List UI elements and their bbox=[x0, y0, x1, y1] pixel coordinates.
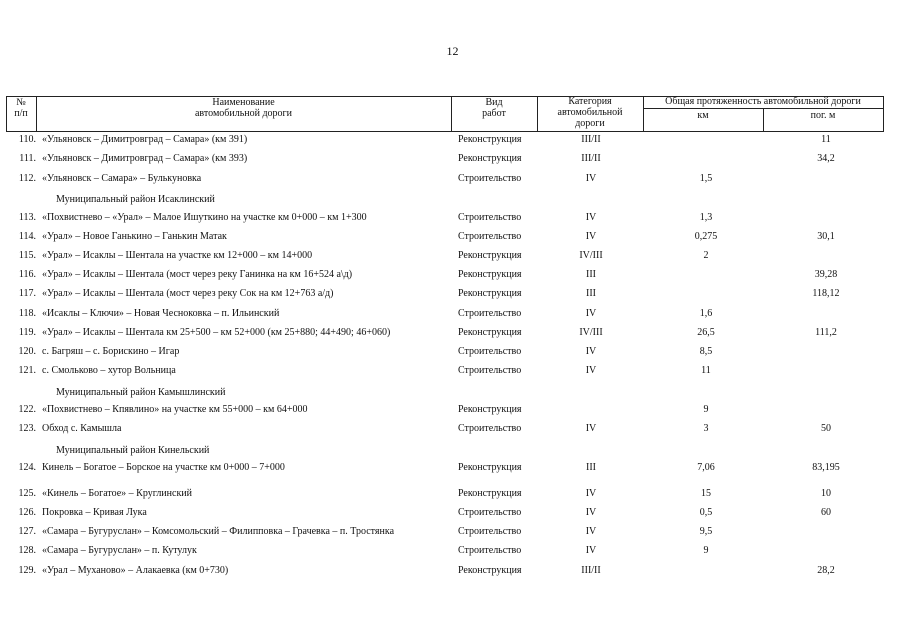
work-type: Строительство bbox=[458, 545, 522, 556]
road-name: «Урал» – Исаклы – Шентала на участке км 12+000 – км 14+000 bbox=[42, 250, 313, 261]
work-type: Реконструкция bbox=[458, 153, 522, 164]
work-type: Строительство bbox=[458, 173, 522, 184]
header-num-text: № п/п bbox=[14, 97, 28, 119]
length-pog-m: 111,2 bbox=[815, 327, 837, 338]
row-number: 123. bbox=[18, 423, 36, 434]
row-number: 127. bbox=[18, 526, 36, 537]
length-pog-m: 30,1 bbox=[817, 231, 835, 242]
header-work-text: Вид работ bbox=[482, 97, 506, 119]
table-row bbox=[6, 231, 883, 249]
length-km: 2 bbox=[703, 250, 709, 261]
work-type: Реконструкция bbox=[458, 288, 522, 299]
length-pog-m: 60 bbox=[821, 507, 831, 518]
length-pog-m: 83,195 bbox=[812, 462, 840, 473]
road-name: «Кинель – Богатое» – Круглинский bbox=[42, 488, 193, 499]
table-row bbox=[6, 153, 883, 171]
length-km: 0,275 bbox=[694, 231, 718, 242]
row-number: 125. bbox=[18, 488, 36, 499]
road-name: «Урал – Муханово» – Алакаевка (км 0+730) bbox=[42, 565, 229, 576]
header-km: км bbox=[697, 110, 709, 121]
work-type: Реконструкция bbox=[458, 462, 522, 473]
table-row bbox=[6, 565, 883, 583]
header-name-text: Наименование автомобильной дороги bbox=[194, 97, 293, 119]
road-category: IV bbox=[585, 507, 597, 518]
road-category: IV bbox=[585, 231, 597, 242]
table-row bbox=[6, 250, 883, 268]
road-name: Кинель – Богатое – Борское на участке км 0+000 – 7+000 bbox=[42, 462, 285, 473]
header-pog: пог. м bbox=[810, 110, 836, 121]
road-name: Обход с. Камышла bbox=[42, 423, 122, 434]
table-header bbox=[6, 96, 883, 132]
table-row bbox=[6, 404, 883, 422]
row-number: 118. bbox=[18, 308, 36, 319]
length-km: 11 bbox=[701, 365, 711, 376]
road-category: III bbox=[586, 269, 596, 280]
table-row bbox=[6, 526, 883, 544]
table-row bbox=[6, 346, 883, 364]
length-pog-m: 50 bbox=[821, 423, 831, 434]
work-type: Реконструкция bbox=[458, 327, 522, 338]
row-number: 119. bbox=[18, 327, 36, 338]
road-category: III bbox=[586, 462, 596, 473]
length-km: 26,5 bbox=[697, 327, 715, 338]
table-row bbox=[6, 212, 883, 230]
road-category: IV bbox=[585, 545, 597, 556]
length-km: 1,6 bbox=[699, 308, 713, 319]
road-name: «Урал» – Исаклы – Шентала (мост через реку Ганинка на км 16+524 а\д) bbox=[42, 269, 353, 280]
length-pog-m: 10 bbox=[821, 488, 831, 499]
work-type: Строительство bbox=[458, 346, 522, 357]
length-pog-m: 11 bbox=[821, 134, 831, 145]
table-row bbox=[6, 269, 883, 287]
table-row bbox=[6, 134, 883, 152]
road-category: IV bbox=[585, 526, 597, 537]
header-length: Общая протяженность автомобильной дороги bbox=[665, 96, 861, 107]
work-type: Строительство bbox=[458, 365, 522, 376]
road-name: «Урал» – Новое Ганькино – Ганькин Матак bbox=[42, 231, 227, 242]
work-type: Строительство bbox=[458, 423, 522, 434]
page-number: 12 bbox=[446, 44, 459, 58]
header-category-text: Категория автомобильной дороги bbox=[557, 96, 623, 129]
header-category bbox=[537, 96, 643, 129]
length-pog-m: 39,28 bbox=[814, 269, 838, 280]
work-type: Строительство bbox=[458, 308, 522, 319]
road-name: «Ульяновск – Димитровград – Самара» (км 393) bbox=[42, 153, 248, 164]
work-type: Строительство bbox=[458, 507, 522, 518]
work-type: Реконструкция bbox=[458, 269, 522, 280]
work-type: Строительство bbox=[458, 212, 522, 223]
road-category: IV bbox=[585, 173, 597, 184]
road-name: «Похвистнево – «Урал» – Малое Ишуткино на участке км 0+000 – км 1+300 bbox=[42, 212, 367, 223]
road-category: III bbox=[586, 288, 596, 299]
road-name: «Похвистнево – Кпявлино» на участке км 55+000 – км 64+000 bbox=[42, 404, 308, 415]
length-km: 1,5 bbox=[699, 173, 713, 184]
length-km: 3 bbox=[703, 423, 709, 434]
length-km: 9,5 bbox=[699, 526, 713, 537]
table-row bbox=[6, 423, 883, 441]
length-pog-m: 28,2 bbox=[817, 565, 835, 576]
table-row bbox=[6, 173, 883, 191]
row-number: 111. bbox=[19, 153, 36, 164]
road-name: «Урал» – Исаклы – Шентала (мост через реку Сок на км 12+763 а/д) bbox=[42, 288, 334, 299]
road-name: «Самара – Бугуруслан» – п. Кутулук bbox=[42, 545, 197, 556]
row-number: 116. bbox=[18, 269, 36, 280]
row-number: 121. bbox=[18, 365, 36, 376]
road-category: IV/III bbox=[579, 250, 603, 261]
road-name: «Урал» – Исаклы – Шентала км 25+500 – км 52+000 (км 25+880; 44+490; 46+060) bbox=[42, 327, 391, 338]
header-name bbox=[36, 97, 451, 119]
road-name: с. Багряш – с. Борискино – Игар bbox=[42, 346, 180, 357]
road-category: III/II bbox=[581, 565, 601, 576]
road-name: «Самара – Бугуруслан» – Комсомольский – Филипповка – Грачевка – п. Тростянка bbox=[42, 526, 395, 537]
road-name: «Ульяновск – Самара» – Булькуновка bbox=[42, 173, 202, 184]
road-category: IV bbox=[585, 488, 597, 499]
length-pog-m: 34,2 bbox=[817, 153, 835, 164]
subheading-kamyshlinsky: Муниципальный район Камышлинский bbox=[56, 387, 226, 398]
length-km: 8,5 bbox=[699, 346, 713, 357]
header-num bbox=[6, 97, 36, 119]
work-type: Строительство bbox=[458, 526, 522, 537]
length-km: 9 bbox=[703, 404, 709, 415]
row-number: 122. bbox=[18, 404, 36, 415]
row-number: 114. bbox=[18, 231, 36, 242]
road-name: «Исаклы – Ключи» – Новая Чесноковка – п. Ильинский bbox=[42, 308, 280, 319]
road-category: IV bbox=[585, 346, 597, 357]
road-category: III/II bbox=[581, 134, 601, 145]
road-name: с. Смольково – хутор Вольница bbox=[42, 365, 176, 376]
length-km: 9 bbox=[703, 545, 709, 556]
road-category: IV bbox=[585, 423, 597, 434]
row-number: 112. bbox=[18, 173, 36, 184]
subheading-kinelsky: Муниципальный район Кинельский bbox=[56, 445, 210, 456]
road-name: «Ульяновск – Димитровград – Самара» (км 391) bbox=[42, 134, 248, 145]
row-number: 129. bbox=[18, 565, 36, 576]
work-type: Реконструкция bbox=[458, 488, 522, 499]
road-category: III/II bbox=[581, 153, 601, 164]
row-number: 110. bbox=[18, 134, 36, 145]
row-number: 124. bbox=[18, 462, 36, 473]
length-km: 0,5 bbox=[699, 507, 713, 518]
table-row bbox=[6, 288, 883, 306]
road-category: IV/III bbox=[579, 327, 603, 338]
work-type: Реконструкция bbox=[458, 250, 522, 261]
length-pog-m: 118,12 bbox=[812, 288, 840, 299]
table-row bbox=[6, 545, 883, 563]
length-km: 1,3 bbox=[699, 212, 713, 223]
table-row bbox=[6, 327, 883, 345]
work-type: Реконструкция bbox=[458, 404, 522, 415]
road-category: IV bbox=[585, 308, 597, 319]
row-number: 115. bbox=[18, 250, 36, 261]
row-number: 117. bbox=[18, 288, 36, 299]
row-number: 128. bbox=[18, 545, 36, 556]
row-number: 126. bbox=[18, 507, 36, 518]
table-row bbox=[6, 488, 883, 506]
subheading-isaklinsky: Муниципальный район Исаклинский bbox=[56, 194, 215, 205]
work-type: Строительство bbox=[458, 231, 522, 242]
header-work bbox=[451, 97, 537, 119]
work-type: Реконструкция bbox=[458, 565, 522, 576]
table-row bbox=[6, 308, 883, 326]
road-category: IV bbox=[585, 212, 597, 223]
work-type: Реконструкция bbox=[458, 134, 522, 145]
row-number: 113. bbox=[18, 212, 36, 223]
length-km: 7,06 bbox=[697, 462, 715, 473]
road-category: IV bbox=[585, 365, 597, 376]
road-name: Покровка – Кривая Лука bbox=[42, 507, 147, 518]
length-km: 15 bbox=[701, 488, 711, 499]
row-number: 120. bbox=[18, 346, 36, 357]
table-row bbox=[6, 462, 883, 480]
table-row bbox=[6, 507, 883, 525]
table-row bbox=[6, 365, 883, 383]
